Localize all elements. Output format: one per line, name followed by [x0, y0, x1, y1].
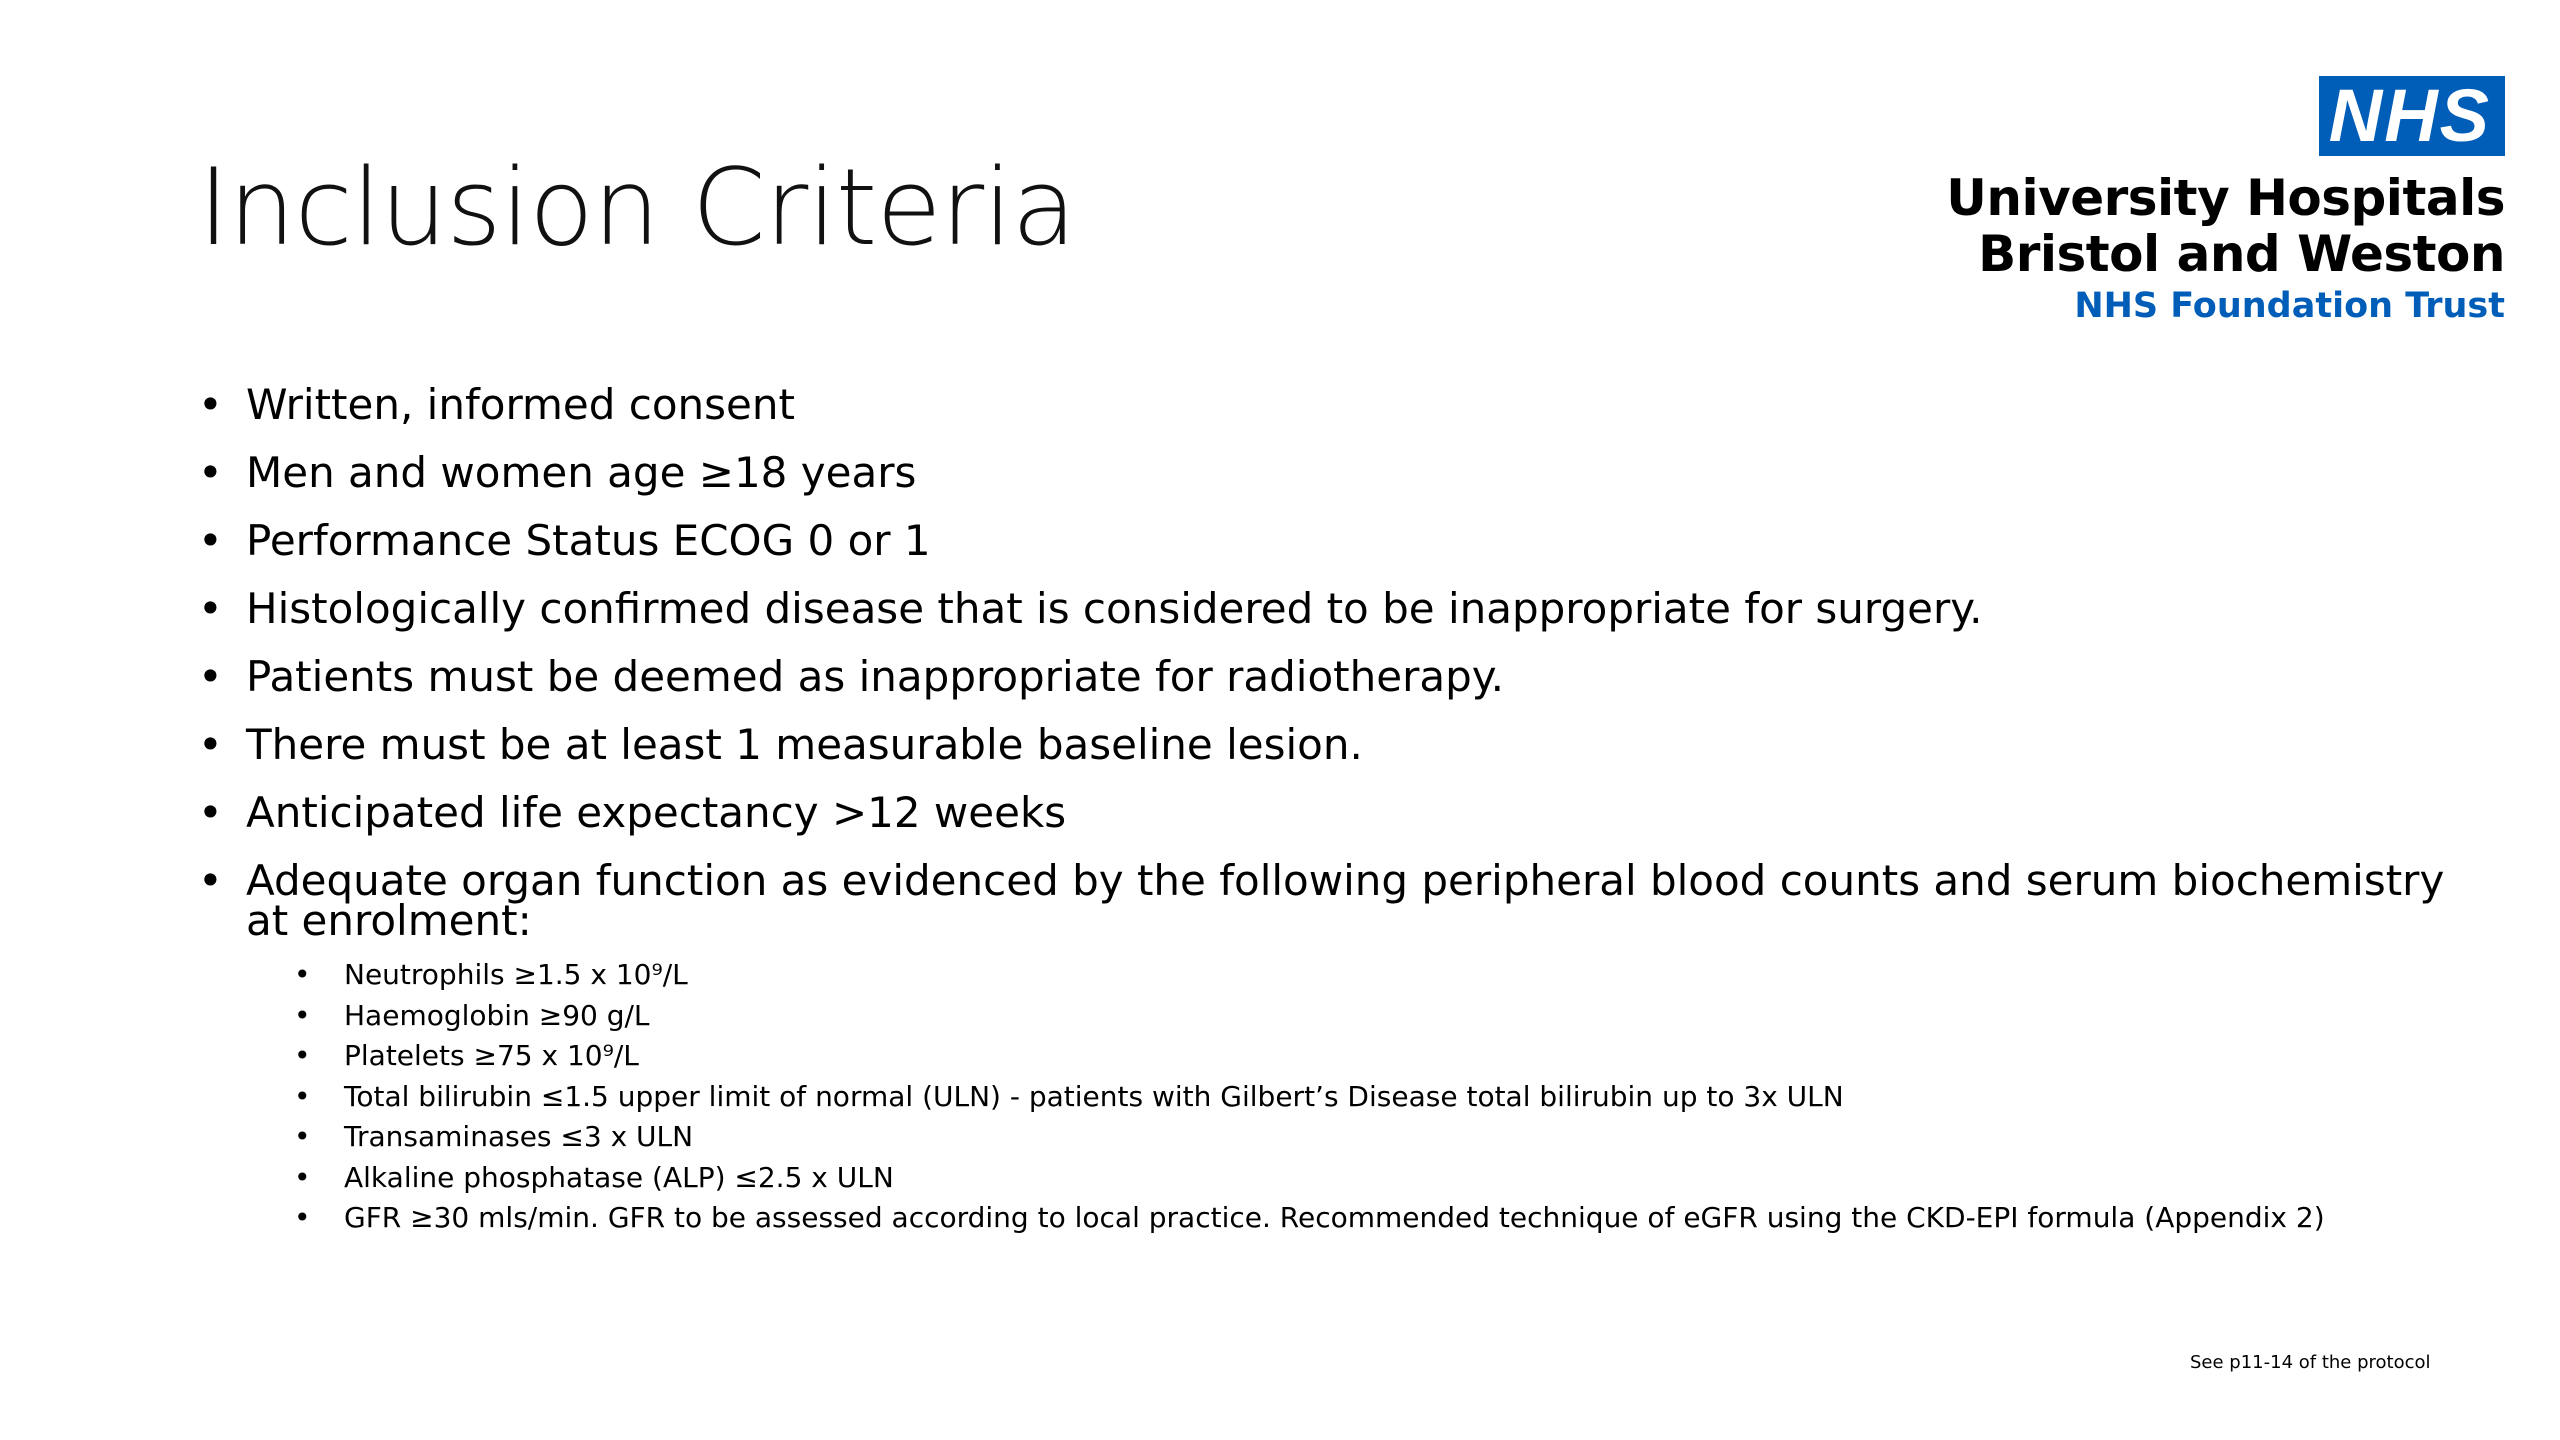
criteria-item [198, 652, 2458, 701]
organ-function-text: Platelets ≥75 x 10⁹/L [344, 1039, 639, 1072]
criteria-text: Written, informed consent [246, 380, 795, 429]
criteria-item [198, 856, 2458, 1239]
organ-function-item [294, 1077, 2458, 1118]
criteria-text: There must be at least 1 measurable baseline lesion. [246, 720, 1363, 769]
bullet-icon: • [198, 788, 223, 837]
organ-function-text: Transaminases ≤3 x ULN [344, 1120, 694, 1153]
org-name-line2: Bristol and Weston [1978, 225, 2505, 283]
criteria-text: Adequate organ function as evidenced by the following peripheral blood counts and serum biochemistry at enrolment: [246, 856, 2445, 945]
bullet-icon: • [198, 720, 223, 769]
bullet-icon: • [198, 448, 223, 497]
bullet-icon: • [294, 958, 311, 991]
criteria-item [198, 788, 2458, 837]
criteria-text: Histologically confirmed disease that is considered to be inappropriate for surgery. [246, 584, 1983, 633]
organ-function-list [294, 955, 2458, 1239]
bullet-icon: • [294, 998, 311, 1032]
organ-function-text: Haemoglobin ≥90 g/L [344, 998, 650, 1032]
criteria-text: Men and women age ≥18 years [246, 448, 917, 497]
criteria-item [198, 584, 2458, 633]
organ-function-item [294, 996, 2458, 1037]
bullet-icon: • [294, 1120, 311, 1153]
inclusion-criteria-list [198, 380, 2458, 1267]
organ-function-item [294, 955, 2458, 996]
slide-title: Inclusion Criteria [198, 146, 1076, 269]
bullet-icon: • [294, 1039, 311, 1072]
org-name-line1: University Hospitals [1946, 169, 2505, 227]
organ-function-item [294, 1117, 2458, 1158]
bullet-icon: • [198, 652, 223, 701]
criteria-text: Anticipated life expectancy >12 weeks [246, 788, 1067, 837]
organ-function-text: Neutrophils ≥1.5 x 10⁹/L [344, 958, 688, 991]
bullet-icon: • [198, 380, 223, 429]
nhs-trust-logo [1945, 76, 2505, 330]
organ-function-item [294, 1198, 2458, 1239]
bullet-icon: • [198, 856, 223, 905]
criteria-text: Performance Status ECOG 0 or 1 [246, 516, 931, 565]
bullet-icon: • [198, 584, 223, 633]
organ-function-item [294, 1158, 2458, 1199]
criteria-item [198, 380, 2458, 429]
bullet-icon: • [294, 1079, 311, 1113]
bullet-icon: • [198, 516, 223, 565]
criteria-item [198, 720, 2458, 769]
organ-function-text: GFR ≥30 mls/min. GFR to be assessed according to local practice. Recommended technique of eGFR using the CKD-EPI formula (Appendix 2) [344, 1201, 2325, 1234]
nhs-logo-badge: NHS [2319, 76, 2505, 156]
bullet-icon: • [294, 1160, 311, 1194]
criteria-item [198, 516, 2458, 565]
organ-function-item [294, 1036, 2458, 1077]
organ-function-text: Total bilirubin ≤1.5 upper limit of normal (ULN) - patients with Gilbert’s Disease total bilirubin up to 3x ULN [344, 1079, 1844, 1113]
organ-function-text: Alkaline phosphatase (ALP) ≤2.5 x ULN [344, 1160, 894, 1194]
org-trust-name: NHS Foundation Trust [2074, 286, 2505, 326]
bullet-icon: • [294, 1201, 311, 1234]
criteria-text: Patients must be deemed as inappropriate for radiotherapy. [246, 652, 1504, 701]
criteria-item [198, 448, 2458, 497]
protocol-reference-footnote: See p11-14 of the protocol [2190, 1352, 2431, 1373]
